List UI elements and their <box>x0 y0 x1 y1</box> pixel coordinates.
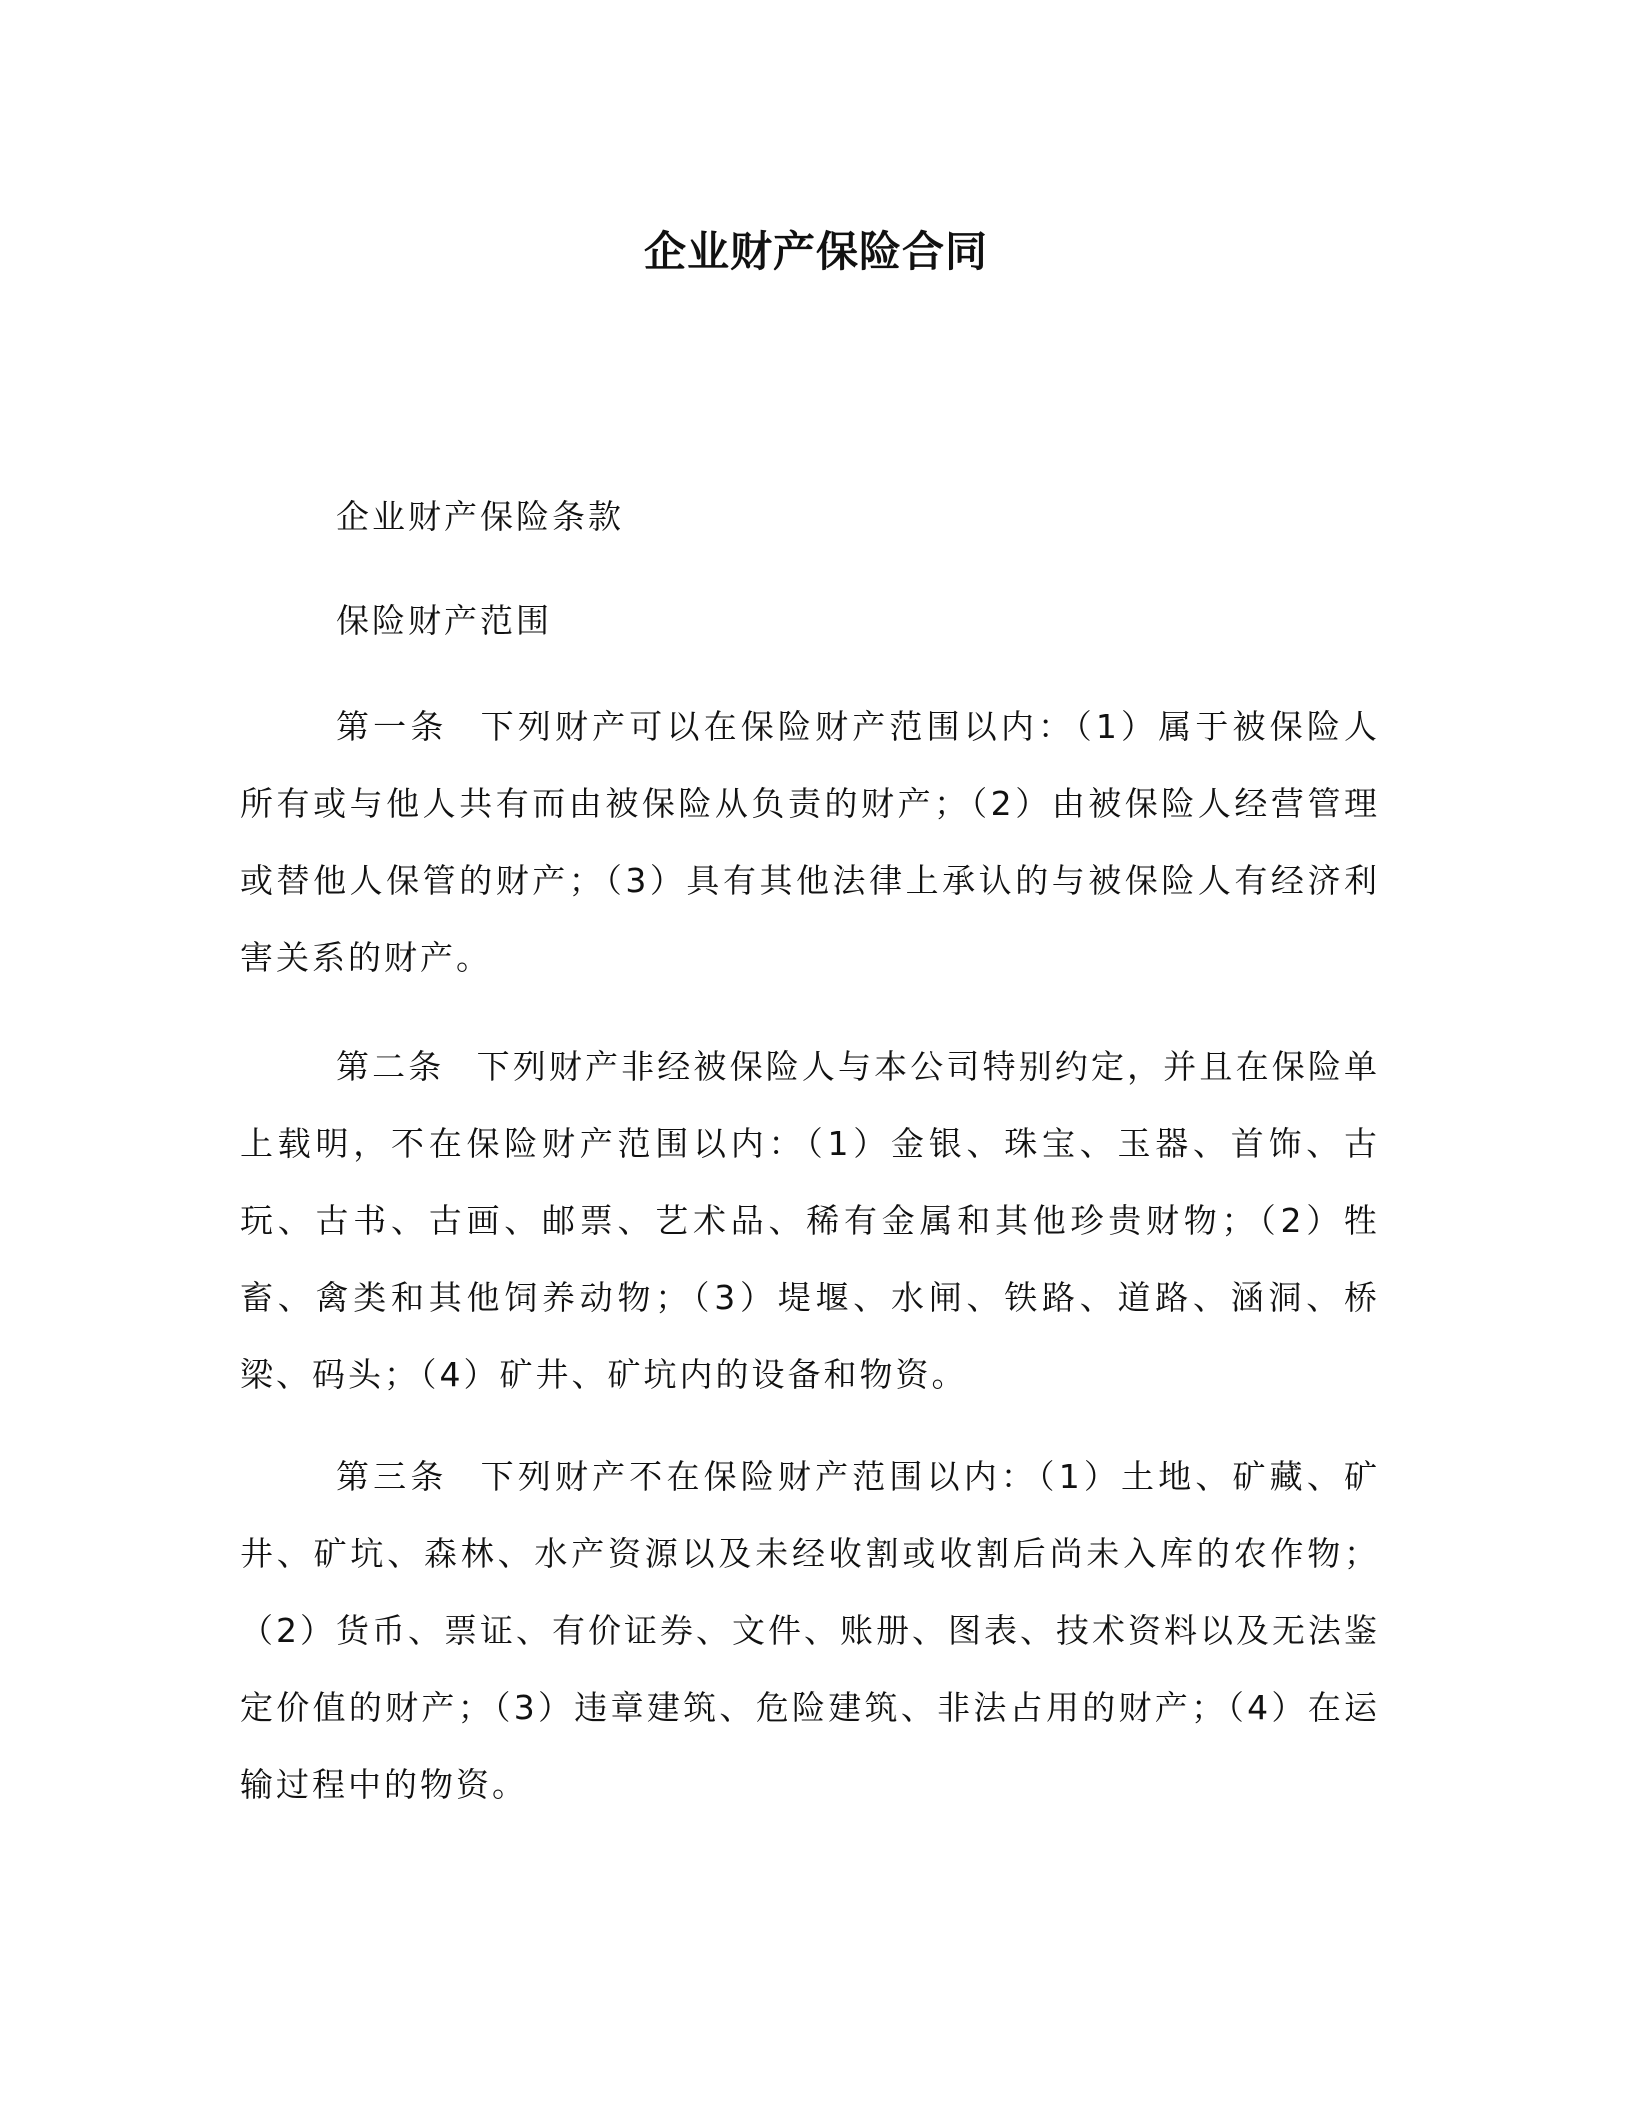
document-title: 企业财产保险合同 <box>643 227 988 276</box>
article-1-text: 下列财产可以在保险财产范围以内：（1）属于被保险人所有或与他人共有而由被保险从负责的财产；（2）由被保险人经营管理或替他人保管的财产；（3）具有其他法律上承认的与被保险人有经济利害关系的财产。 <box>240 707 1380 977</box>
article-2-text: 下列财产非经被保险人与本公司特别约定，并且在保险单上载明，不在保险财产范围以内：（1）金银、珠宝、玉器、首饰、古玩、古书、古画、邮票、艺术品、稀有金属和其他珍贵财物；（2）牲畜、禽类和其他饲养动物；（3）堤堰、水闸、铁路、道路、涵洞、桥梁、码头；（4）矿井、矿坑内的设备和物资。 <box>240 1047 1381 1394</box>
section-heading: 企业财产保险条款 <box>336 497 624 536</box>
article-2 <box>240 1028 1380 1413</box>
article-1-label: 第一条 <box>336 707 448 746</box>
article-2-label: 第二条 <box>336 1047 445 1086</box>
article-3-label: 第三条 <box>336 1457 448 1496</box>
article-1 <box>240 688 1380 996</box>
article-3-text: 下列财产不在保险财产范围以内：（1）土地、矿藏、矿井、矿坑、森林、水产资源以及未经收割或收割后尚未入库的农作物；（2）货币、票证、有价证券、文件、账册、图表、技术资料以及无法鉴定价值的财产；（3）违章建筑、危险建筑、非法占用的财产；（4）在运输过程中的物资。 <box>240 1457 1380 1804</box>
article-3 <box>240 1438 1380 1823</box>
subsection-heading: 保险财产范围 <box>336 601 552 640</box>
